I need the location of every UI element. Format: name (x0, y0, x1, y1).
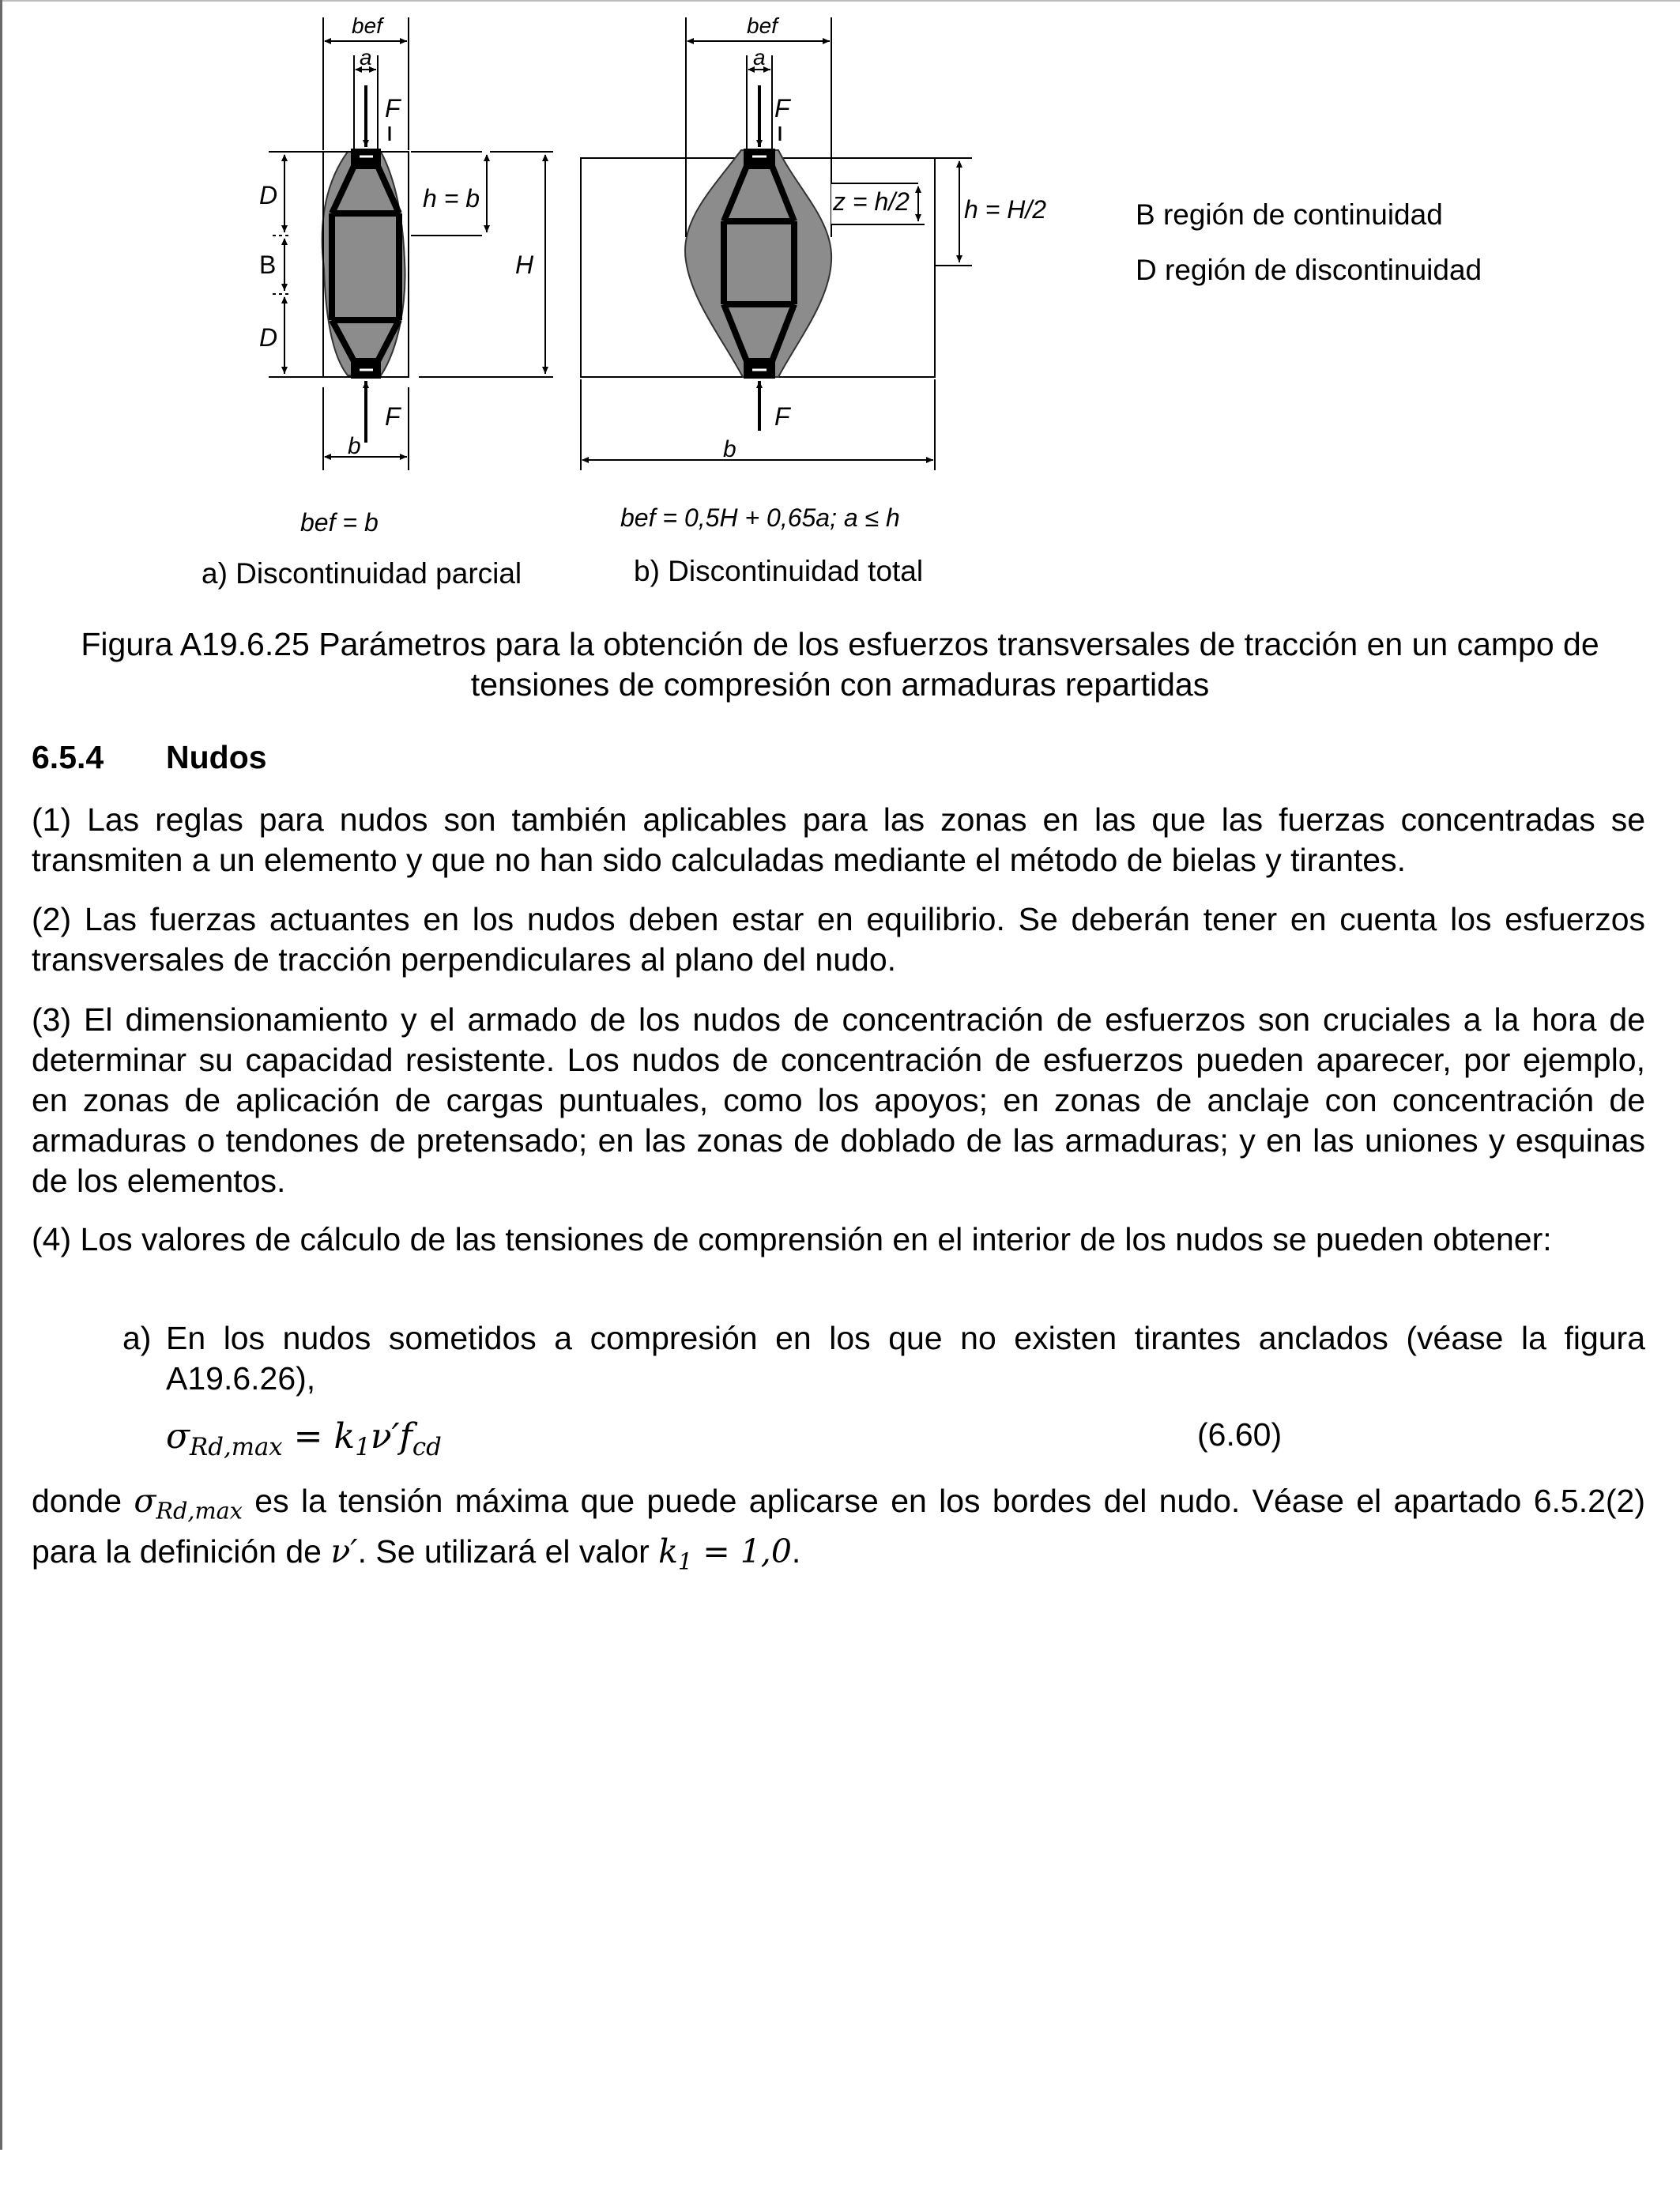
region-label-D-top: D (259, 181, 278, 209)
force-label-bottom-a: F (385, 402, 401, 431)
legend-D: D región de discontinuidad (1136, 254, 1482, 286)
diagram-b (581, 13, 1046, 587)
subcaption-a: a) Discontinuidad parcial (202, 557, 522, 590)
paragraph-1: (1) Las reglas para nudos son también aplicables para las zonas en las que las fuerzas concentradas se transmiten a un elemento y que no han sido calculadas mediante el método de bielas y tirantes. (32, 801, 1645, 878)
force-label-top-a: F (385, 94, 401, 123)
formula-b: bef = 0,5H + 0,65a; a ≤ h (620, 503, 900, 532)
force-label-top-b: F (774, 94, 790, 123)
strut-figure (0, 0, 1680, 601)
paragraph-2: (2) Las fuerzas actuantes en los nudos deben estar en equilibrio. Se deberán tener en cuenta los esfuerzos transversales de tracción perpendiculares al plano del nudo. (32, 901, 1645, 978)
figure-caption: Figura A19.6.25 Parámetros para la obtención de los esfuerzos transversales de tracción en un campo de tensiones de compresión con armaduras repartidas (81, 626, 1599, 703)
equation-number: (6.60) (1197, 1416, 1283, 1453)
region-label-B: B (259, 251, 277, 279)
list-item-marker: a) (122, 1320, 152, 1356)
dim-label-a-b: a (753, 45, 766, 70)
dim-label-a-a: a (360, 45, 372, 70)
section-number: 6.5.4 (32, 739, 104, 775)
section-heading (32, 739, 267, 776)
list-item-a (122, 1318, 1645, 1399)
stress-field-b (685, 150, 831, 377)
section-title: Nudos (166, 739, 267, 775)
paragraph-4: (4) Los valores de cálculo de las tensiones de comprensión en el interior de los nudos se pueden obtener: (32, 1221, 1552, 1257)
dim-label-z: z = h/2 (833, 187, 910, 216)
diagram-a (202, 13, 553, 590)
legend-B: B región de continuidad (1136, 198, 1443, 231)
dim-label-h-half: h = H/2 (964, 195, 1047, 224)
list-item-text: En los nudos sometidos a compresión en los que no existen tirantes anclados (véase la figura A19.6.26), (166, 1320, 1645, 1397)
dim-label-bef-a: bef (352, 13, 382, 38)
dim-label-b-b: b (723, 436, 736, 462)
region-label-D-bottom: D (259, 323, 278, 352)
equation-6-60: $\sigma_{Rd,max} = k_1\nu'f_{cd}$ (166, 1416, 442, 1462)
subcaption-b: b) Discontinuidad total (634, 555, 924, 587)
dim-label-H-a: H (515, 251, 534, 279)
dim-label-bef-b: bef (747, 13, 778, 38)
paragraph-3: (3) El dimensionamiento y el armado de los nudos de concentración de esfuerzos son cruciales a la hora de determinar su capacidad resistente. Los nudos de concentración de esfuerzos pueden aparecer, por ejemplo, en zonas de aplicación de cargas puntuales, como los apoyos; en zonas de anclaje con concentración de armaduras o tendones de pretensado; en las zonas de doblado de las armaduras; y en las uniones y esquinas de los elementos. (32, 1001, 1645, 1199)
force-label-bottom-b: F (774, 402, 790, 431)
closing-paragraph: donde $\sigma_{Rd,max}$ es la tensión máxima que puede aplicarse en los bordes del nudo. Véase el apartado 6.5.2(2) para la definición de ν′. Se utilizará el valor $k_1 = 1,0$. (32, 1482, 1646, 1575)
dim-label-b-a: b (348, 433, 361, 459)
formula-a: bef = b (300, 508, 379, 537)
dim-label-h-eq-b: h = b (423, 184, 480, 213)
